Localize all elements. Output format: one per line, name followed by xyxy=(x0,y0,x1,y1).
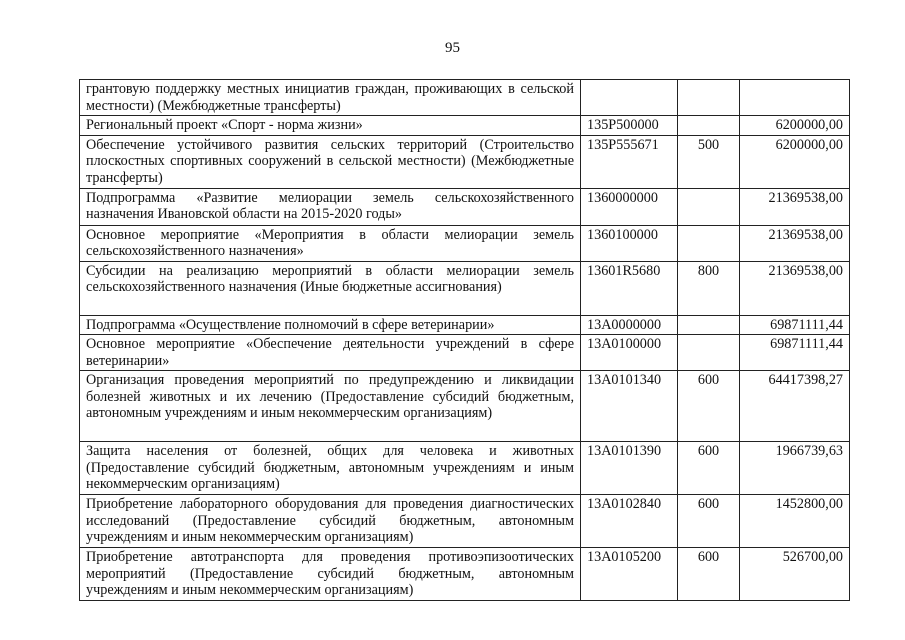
table-row xyxy=(80,225,850,261)
row-code-cell: 13А0000000 xyxy=(581,315,678,335)
row-code-cell: 1360000000 xyxy=(581,188,678,225)
row-code-cell xyxy=(581,80,678,116)
row-amount-cell: 64417398,27 xyxy=(740,371,850,442)
row-expense-type-cell xyxy=(678,315,740,335)
table-row xyxy=(80,261,850,315)
table-row xyxy=(80,495,850,548)
row-expense-type-cell xyxy=(678,80,740,116)
row-amount-cell: 21369538,00 xyxy=(740,225,850,261)
row-expense-type-cell: 500 xyxy=(678,135,740,188)
table-row xyxy=(80,80,850,116)
row-amount-cell: 69871111,44 xyxy=(740,335,850,371)
row-code-cell: 135P500000 xyxy=(581,116,678,136)
table-row xyxy=(80,315,850,335)
row-amount-cell: 6200000,00 xyxy=(740,135,850,188)
row-code-cell: 13А0102840 xyxy=(581,495,678,548)
row-amount-cell xyxy=(740,80,850,116)
table-row xyxy=(80,116,850,136)
row-amount-cell: 526700,00 xyxy=(740,548,850,601)
row-code-cell: 13А0105200 xyxy=(581,548,678,601)
row-expense-type-cell: 600 xyxy=(678,442,740,495)
row-amount-cell: 1966739,63 xyxy=(740,442,850,495)
row-expense-type-cell: 800 xyxy=(678,261,740,315)
row-amount-cell: 1452800,00 xyxy=(740,495,850,548)
row-expense-type-cell xyxy=(678,335,740,371)
row-name-cell: Основное мероприятие «Мероприятия в области мелиорации земель сельскохозяйственного назначения» xyxy=(80,225,581,261)
row-name-cell: Региональный проект «Спорт - норма жизни» xyxy=(80,116,581,136)
row-name-cell: Основное мероприятие «Обеспечение деятельности учреждений в сфере ветеринарии» xyxy=(80,335,581,371)
row-code-cell: 13А0100000 xyxy=(581,335,678,371)
table-row xyxy=(80,135,850,188)
row-code-cell: 1360100000 xyxy=(581,225,678,261)
row-name-cell: Защита населения от болезней, общих для человека и животных (Предоставление субсидий бюджетным, автономным учреждениям и иным некоммерческим организациям) xyxy=(80,442,581,495)
row-name-cell: Приобретение лабораторного оборудования для проведения диагностических исследований (Предоставление субсидий бюджетным, автономным учреждениям и иным некоммерческим организациям) xyxy=(80,495,581,548)
row-expense-type-cell xyxy=(678,188,740,225)
row-expense-type-cell: 600 xyxy=(678,548,740,601)
row-amount-cell: 6200000,00 xyxy=(740,116,850,136)
row-code-cell: 13А0101340 xyxy=(581,371,678,442)
row-name-cell: грантовую поддержку местных инициатив граждан, проживающих в сельской местности) (Межбюджетные трансферты) xyxy=(80,80,581,116)
table-row xyxy=(80,548,850,601)
budget-table xyxy=(79,79,850,601)
row-amount-cell: 21369538,00 xyxy=(740,261,850,315)
table-row xyxy=(80,335,850,371)
row-code-cell: 135P555671 xyxy=(581,135,678,188)
page-number: 95 xyxy=(445,40,460,56)
table-row xyxy=(80,371,850,442)
row-expense-type-cell: 600 xyxy=(678,371,740,442)
row-code-cell: 13601R5680 xyxy=(581,261,678,315)
row-name-cell: Обеспечение устойчивого развития сельских территорий (Строительство плоскостных спортивных сооружений в сельской местности) (Межбюджетные трансферты) xyxy=(80,135,581,188)
table-row xyxy=(80,442,850,495)
row-expense-type-cell xyxy=(678,225,740,261)
row-name-cell: Организация проведения мероприятий по предупреждению и ликвидации болезней животных и их лечению (Предоставление субсидий бюджетным, автономным учреждениям и иным некоммерческим организациям) xyxy=(80,371,581,442)
row-amount-cell: 69871111,44 xyxy=(740,315,850,335)
row-name-cell: Субсидии на реализацию мероприятий в области мелиорации земель сельскохозяйственного назначения (Иные бюджетные ассигнования) xyxy=(80,261,581,315)
row-code-cell: 13А0101390 xyxy=(581,442,678,495)
row-name-cell: Подпрограмма «Осуществление полномочий в сфере ветеринарии» xyxy=(80,315,581,335)
row-amount-cell: 21369538,00 xyxy=(740,188,850,225)
row-name-cell: Приобретение автотранспорта для проведения противоэпизоотических мероприятий (Предоставление субсидий бюджетным, автономным учреждениям и иным некоммерческим организациям) xyxy=(80,548,581,601)
row-name-cell: Подпрограмма «Развитие мелиорации земель сельскохозяйственного назначения Ивановской области на 2015-2020 годы» xyxy=(80,188,581,225)
table-row xyxy=(80,188,850,225)
row-expense-type-cell xyxy=(678,116,740,136)
row-expense-type-cell: 600 xyxy=(678,495,740,548)
